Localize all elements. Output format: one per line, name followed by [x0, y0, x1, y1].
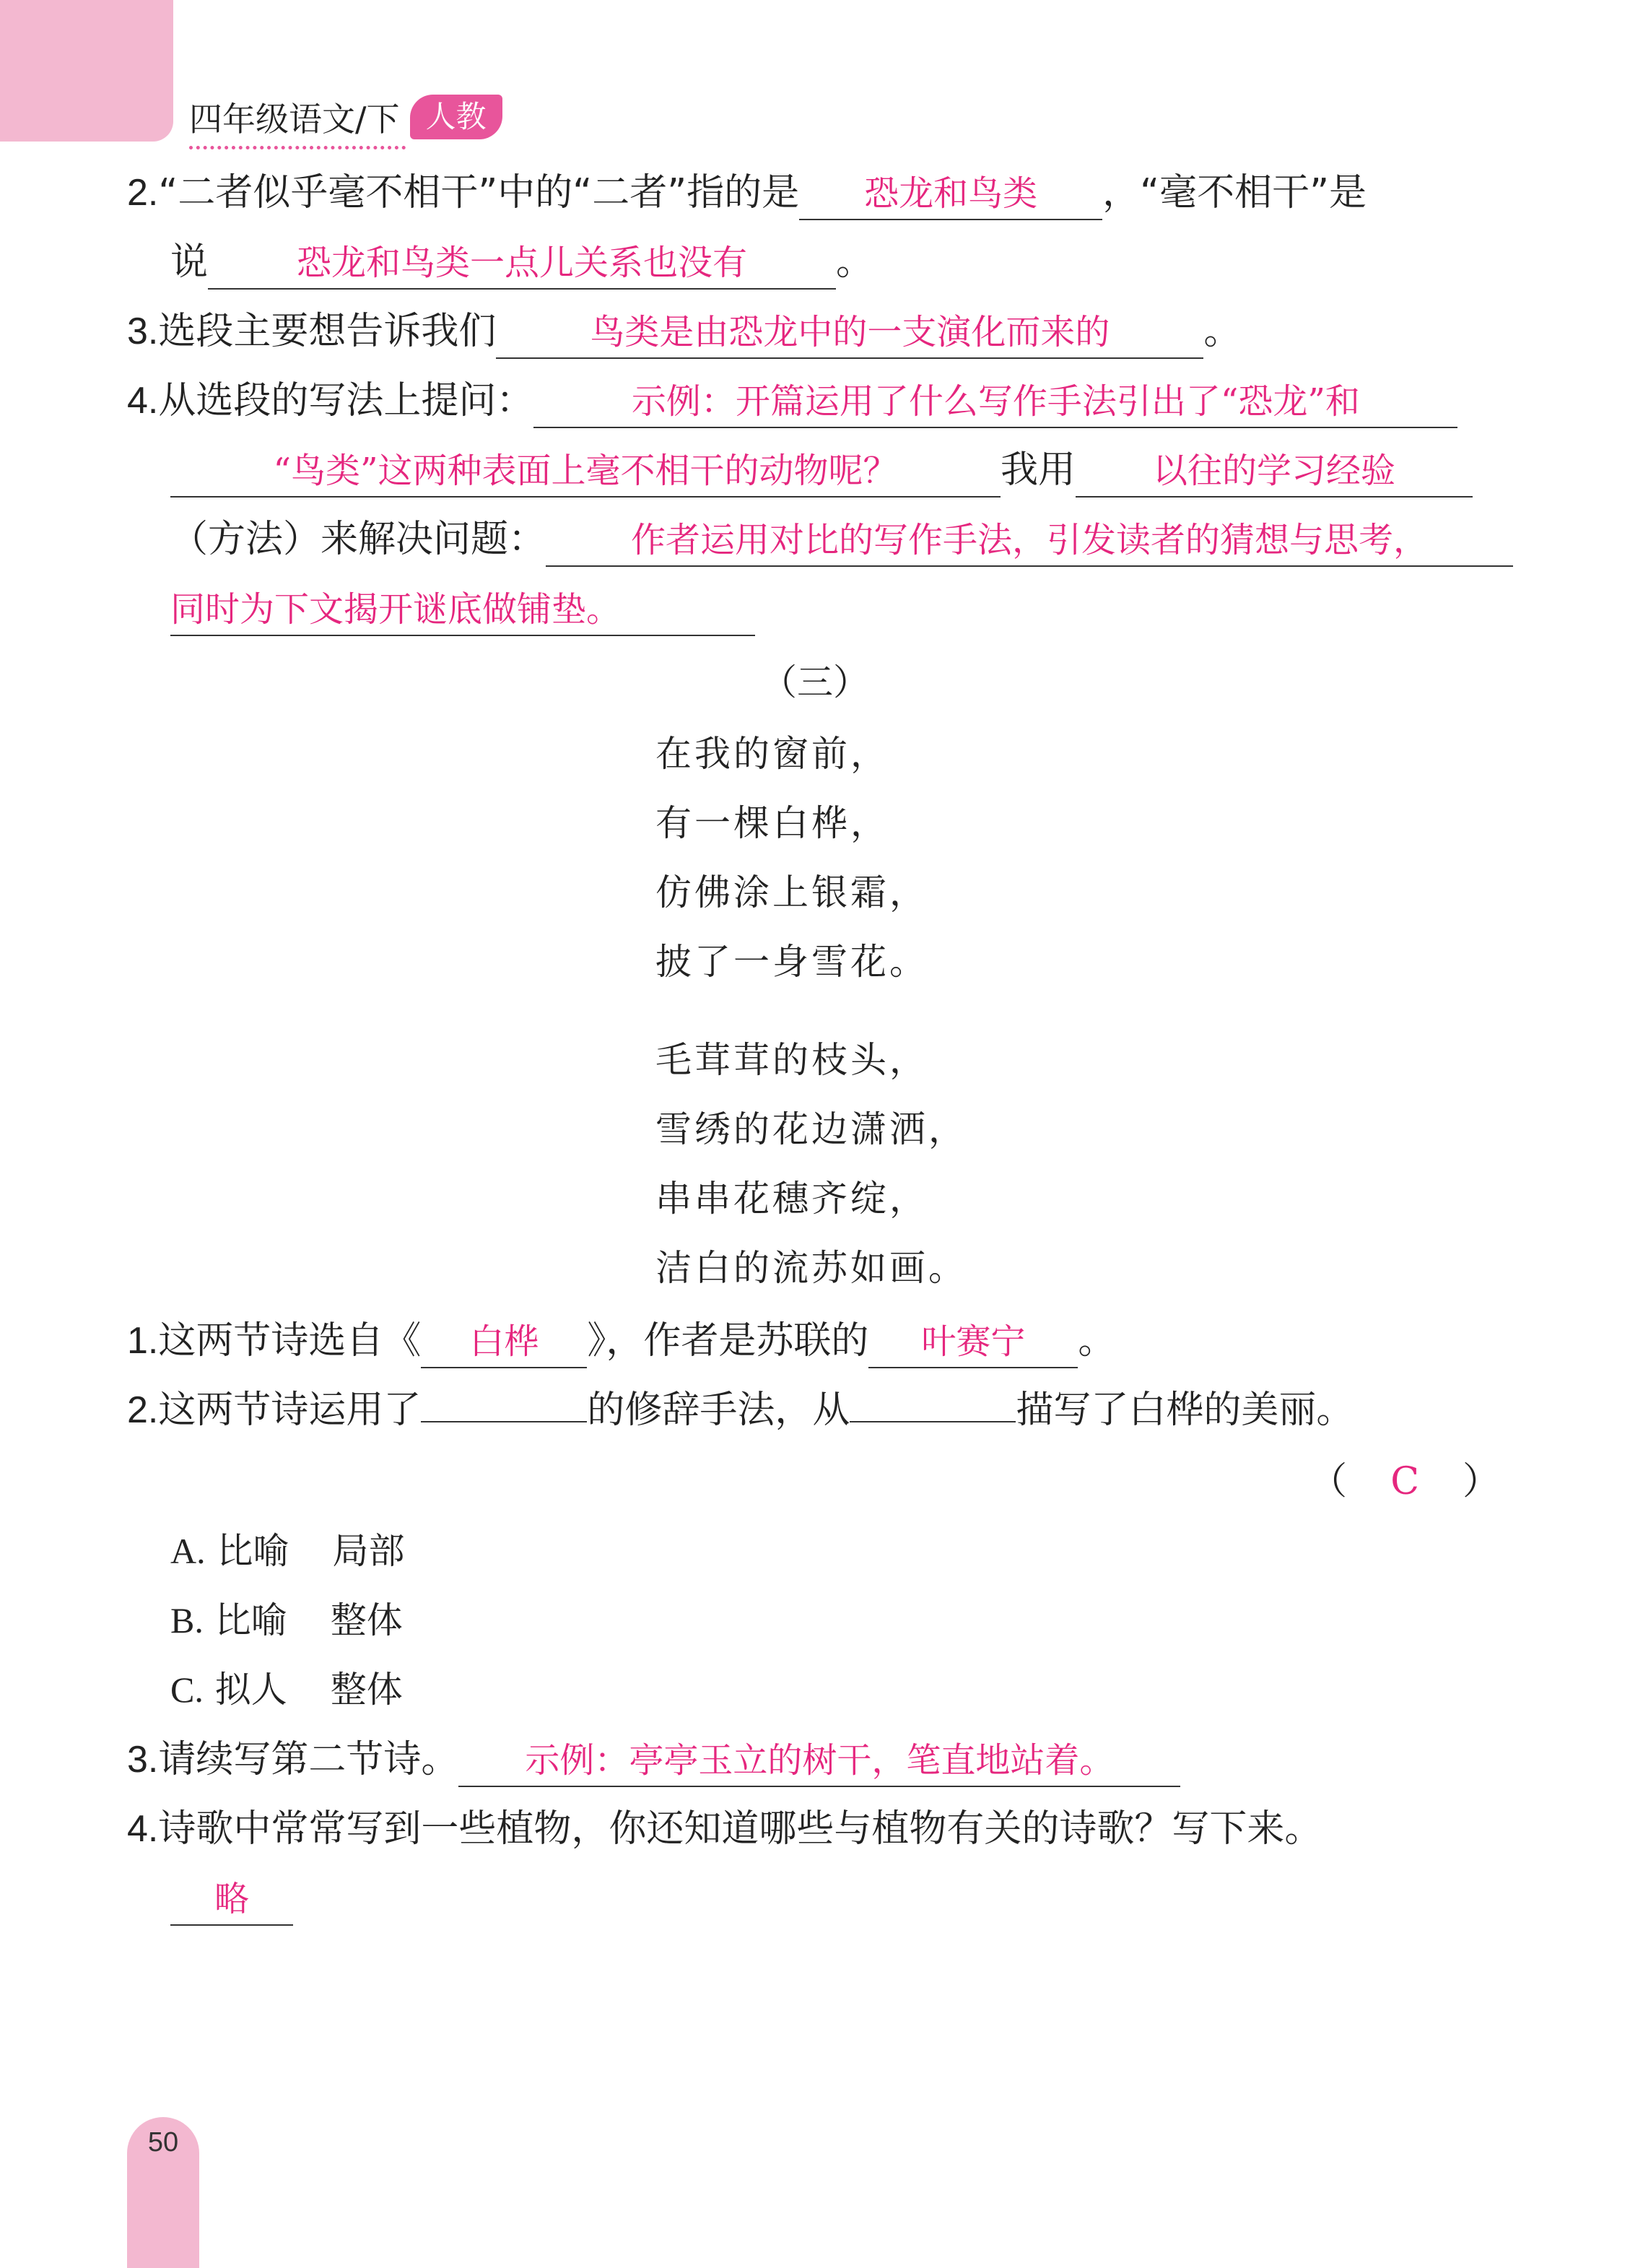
answer-blank: 作者运用对比的写作手法，引发读者的猜想与思考，	[546, 515, 1513, 567]
s3-question-4-line: 4.诗歌中常常写到一些植物，你还知道哪些与植物有关的诗歌？写下来。	[127, 1807, 1322, 1851]
answer-blank: 恐龙和鸟类	[799, 168, 1102, 220]
poem-line: 毛茸茸的枝头，	[655, 1039, 928, 1081]
question-4-line-4	[170, 576, 1507, 641]
answer-blank: 同时为下文揭开谜底做铺垫。	[170, 584, 755, 636]
section-3-title: （三）	[761, 661, 869, 703]
question-2-line-2: 说 恐龙和鸟类一点儿关系也没有 。	[170, 230, 1507, 295]
header-title: 四年级语文/下	[189, 100, 400, 139]
answer-blank: 示例：亭亭玉立的树干，笔直地站着。	[458, 1735, 1180, 1787]
answer-blank: 鸟类是由恐龙中的一支演化而来的	[496, 307, 1203, 359]
poem-line: 洁白的流苏如画。	[655, 1247, 967, 1289]
answer-blank: 示例：开篇运用了什么写作手法引出了“恐龙”和	[533, 376, 1457, 428]
choice-answer-parens: （ C ）	[1309, 1460, 1500, 1503]
header-badge: 人教	[410, 95, 502, 139]
question-4-line-2: “鸟类”这两种表面上毫不相干的动物呢？ 我用 以往的学习经验	[170, 438, 1507, 503]
answer-blank: 略	[170, 1874, 293, 1926]
option-a: A. 比喻 局部	[170, 1530, 405, 1572]
option-b: B. 比喻 整体	[170, 1599, 403, 1641]
option-c: C. 拟人 整体	[170, 1669, 403, 1711]
page-header	[189, 90, 502, 144]
question-4-line-1: 4.从选段的写法上提问： 示例：开篇运用了什么写作手法引出了“恐龙”和	[127, 368, 1507, 433]
answer-blank: 叶赛宁	[868, 1316, 1078, 1368]
s3-question-1-line: 1.这两节诗选自《 白桦 》，作者是苏联的 叶赛宁 。	[127, 1308, 1507, 1373]
poem-line: 披了一身雪花。	[655, 941, 928, 983]
question-2-line-1: 2.“二者似乎毫不相干”中的“二者”指的是 恐龙和鸟类 ，“毫不相干”是	[127, 160, 1507, 225]
answer-blank: 白桦	[421, 1316, 587, 1368]
answer-blank: 恐龙和鸟类一点儿关系也没有	[208, 238, 836, 290]
page-number: 50	[147, 2127, 179, 2158]
poem-line: 串串花穗齐绽，	[655, 1178, 928, 1220]
poem-line: 在我的窗前，	[655, 733, 889, 775]
header-dotted-underline	[189, 146, 406, 149]
answer-blank: “鸟类”这两种表面上毫不相干的动物呢？	[170, 446, 1001, 498]
s3-question-2-line: 2.这两节诗运用了 的修辞手法，从 描写了白桦的美丽。	[127, 1378, 1507, 1443]
question-3-line: 3.选段主要想告诉我们 鸟类是由恐龙中的一支演化而来的 。	[127, 299, 1507, 364]
s3-question-4-answer-line	[170, 1866, 1507, 1931]
answer-blank: 以往的学习经验	[1076, 446, 1473, 498]
s3-question-3-line: 3.请续写第二节诗。 示例：亭亭玉立的树干，笔直地站着。	[127, 1727, 1507, 1792]
empty-blank	[421, 1378, 587, 1422]
poem-line: 仿佛涂上银霜，	[655, 872, 928, 913]
page-number-tab	[127, 2117, 199, 2268]
empty-blank	[850, 1378, 1016, 1422]
choice-answer: C	[1390, 1460, 1419, 1503]
corner-tab-decoration	[0, 0, 173, 142]
poem-line: 雪绣的花边潇洒，	[655, 1108, 967, 1150]
question-4-line-3: （方法）来解决问题： 作者运用对比的写作手法，引发读者的猜想与思考，	[170, 507, 1507, 572]
poem-line: 有一棵白桦，	[655, 802, 889, 844]
